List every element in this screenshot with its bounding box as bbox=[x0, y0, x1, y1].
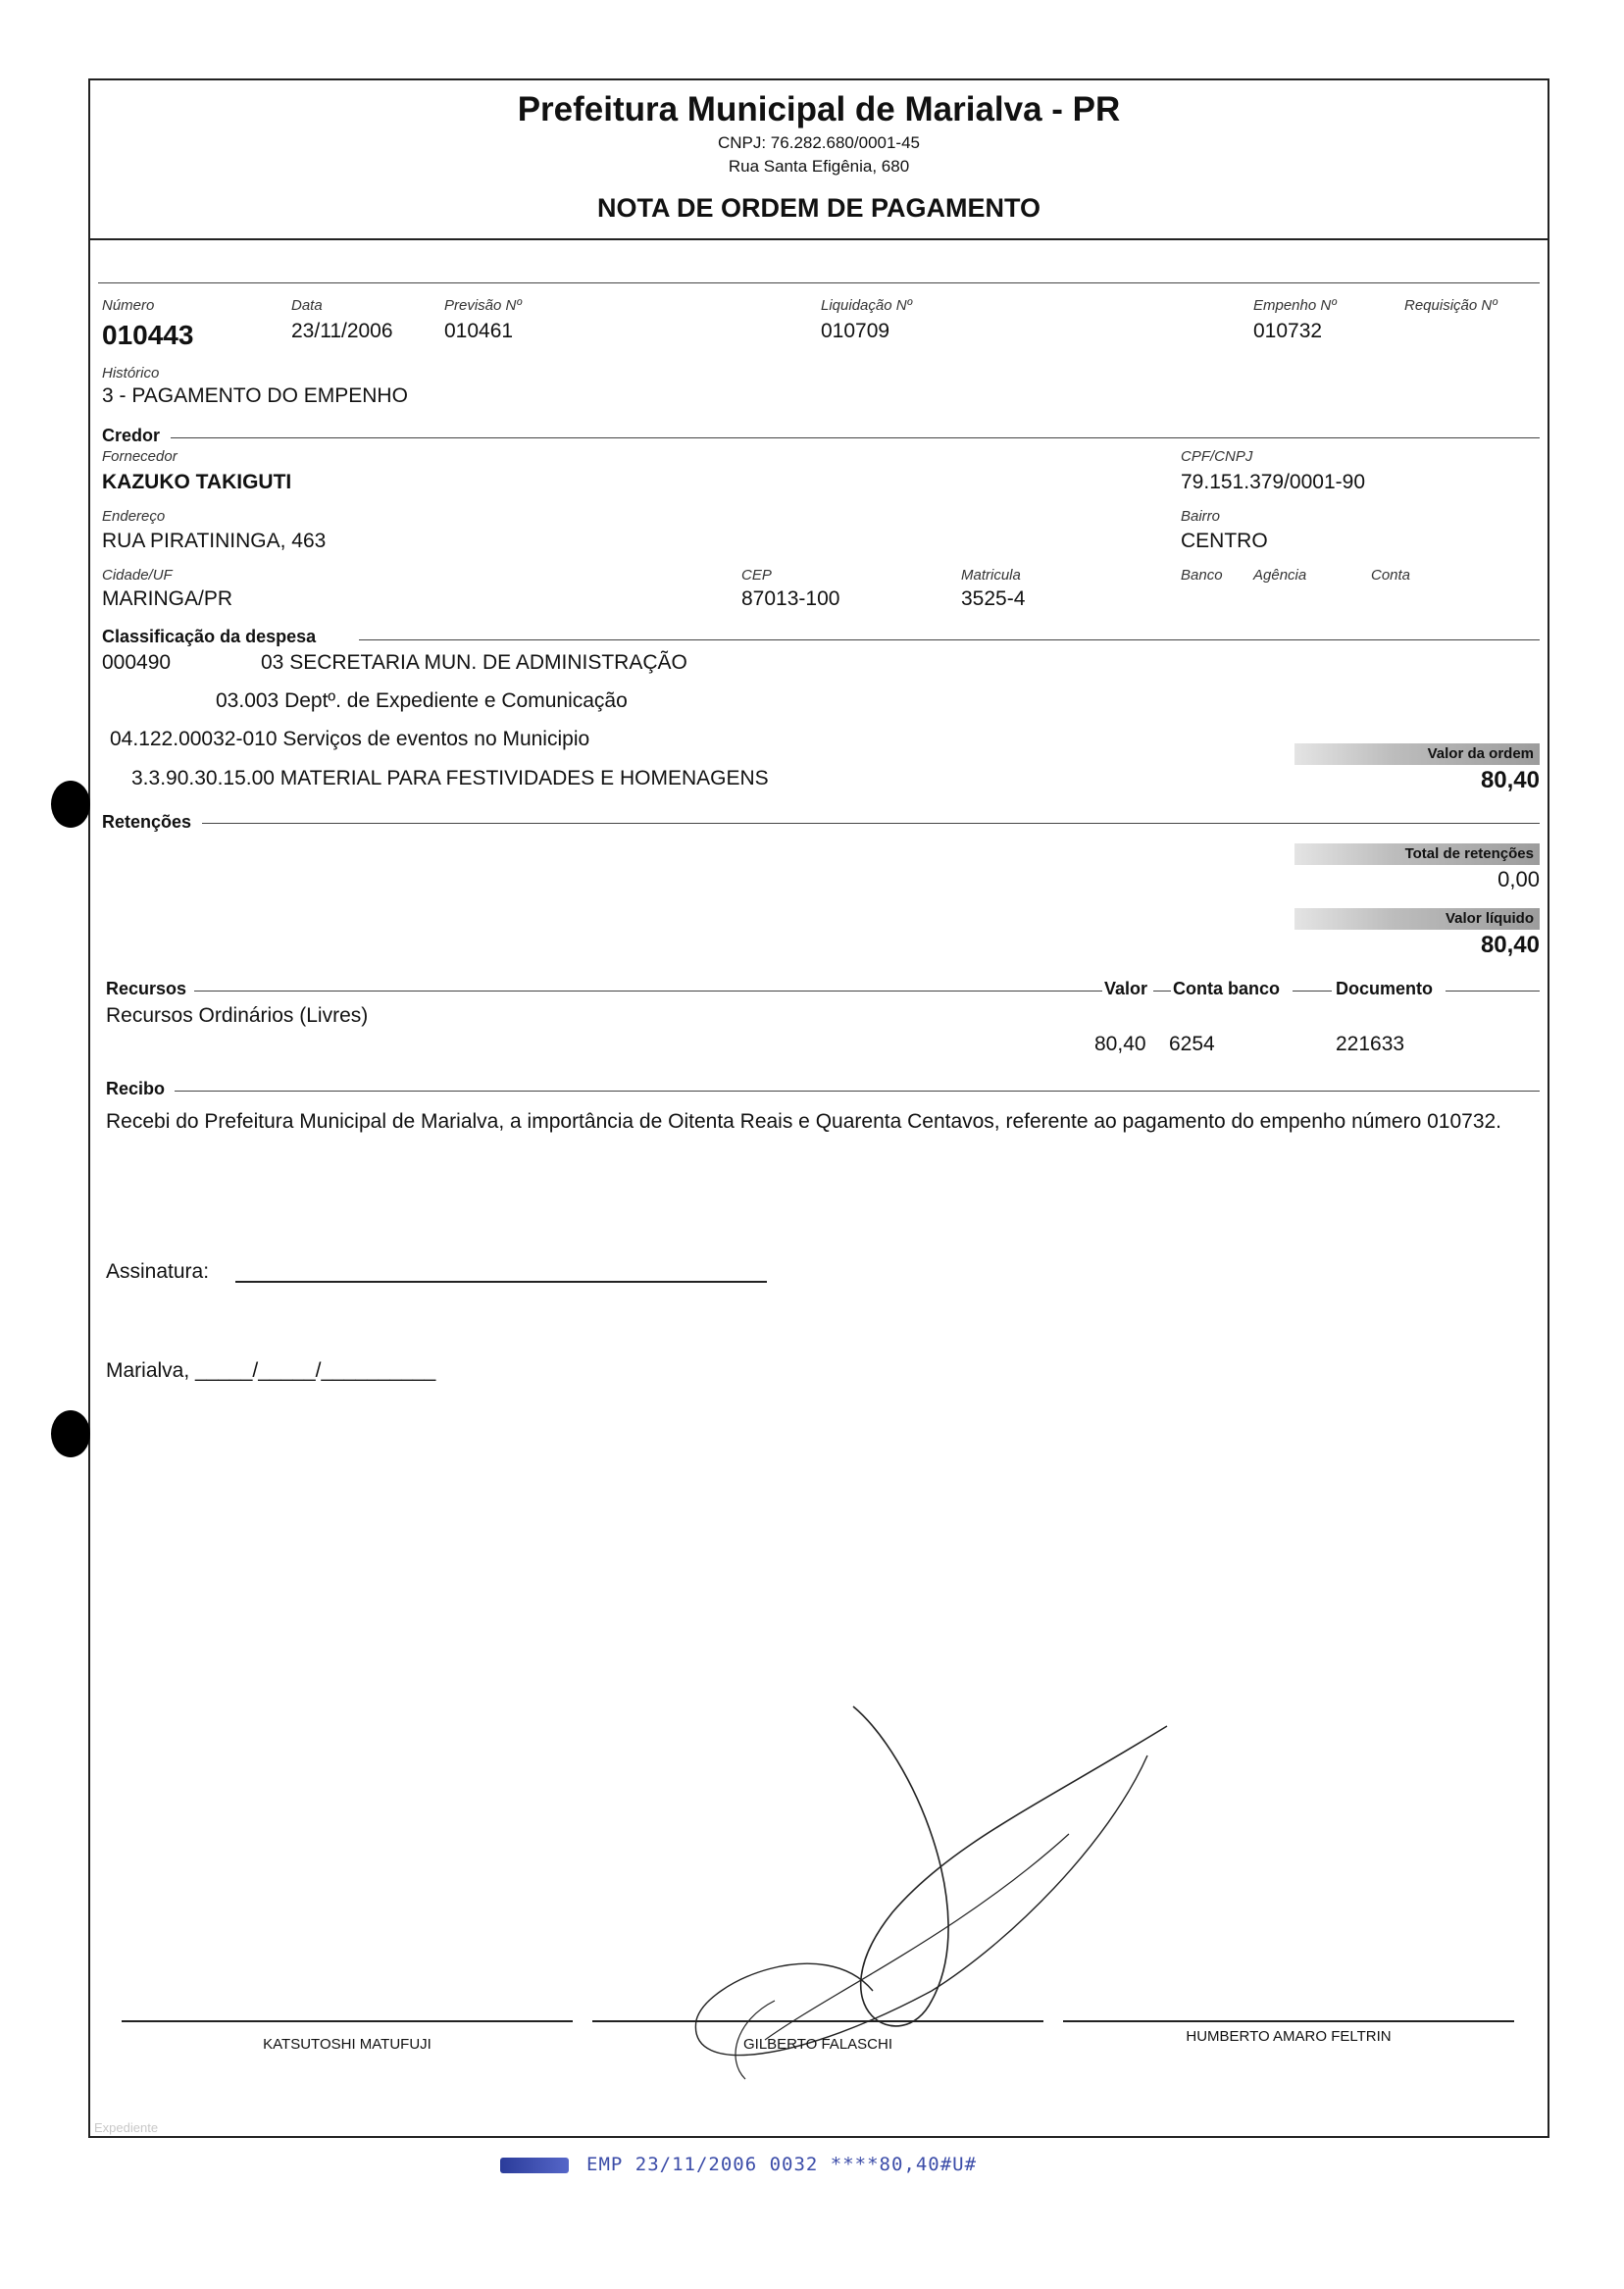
punch-hole bbox=[51, 1410, 90, 1457]
stamp-text: EMP 23/11/2006 0032 ****80,40#U# bbox=[586, 2154, 978, 2175]
data-value: 23/11/2006 bbox=[291, 320, 393, 342]
punch-hole bbox=[51, 781, 90, 828]
valor-ordem-label: Valor da ordem bbox=[1294, 743, 1540, 765]
stamp-mark-icon bbox=[500, 2158, 569, 2173]
divider bbox=[202, 823, 1540, 824]
cep-label: CEP bbox=[741, 567, 772, 584]
signatory-line bbox=[1063, 2020, 1514, 2022]
endereco-value: RUA PIRATININGA, 463 bbox=[102, 530, 327, 552]
signatory-line bbox=[592, 2020, 1043, 2022]
data-label: Data bbox=[291, 297, 323, 314]
cpf-label: CPF/CNPJ bbox=[1181, 448, 1253, 465]
divider bbox=[1153, 991, 1171, 992]
valor-ordem-value: 80,40 bbox=[1480, 767, 1540, 793]
fornecedor-label: Fornecedor bbox=[102, 448, 178, 465]
matricula-value: 3525-4 bbox=[961, 587, 1026, 610]
secretaria: 03 SECRETARIA MUN. DE ADMINISTRAÇÃO bbox=[261, 651, 687, 674]
recibo-text: Recebi do Prefeitura Municipal de Marialva, a importância de Oitenta Reais e Quarenta Centavos, referente ao pagamento do empenho número 010732. bbox=[106, 1110, 1502, 1133]
conta-label: Conta bbox=[1371, 567, 1411, 584]
total-retencoes-value: 0,00 bbox=[1497, 867, 1540, 891]
recursos-valor: 80,40 bbox=[1094, 1033, 1146, 1055]
historico-label: Histórico bbox=[102, 365, 160, 382]
recibo-section: Recibo bbox=[106, 1079, 166, 1098]
departamento: 03.003 Deptº. de Expediente e Comunicação bbox=[216, 689, 628, 712]
banco-label: Banco bbox=[1181, 567, 1223, 584]
assinatura-label: Assinatura: bbox=[106, 1260, 210, 1283]
cidade-label: Cidade/UF bbox=[102, 567, 173, 584]
liquidacao-label: Liquidação Nº bbox=[821, 297, 913, 314]
signatory-name: GILBERTO FALASCHI bbox=[743, 2036, 892, 2053]
endereco-label: Endereço bbox=[102, 508, 166, 525]
org-name: Prefeitura Municipal de Marialva - PR bbox=[517, 90, 1121, 128]
recursos-valor-label: Valor bbox=[1104, 979, 1148, 998]
recursos-conta-label: Conta banco bbox=[1173, 979, 1281, 998]
matricula-label: Matricula bbox=[961, 567, 1021, 584]
org-cnpj: CNPJ: 76.282.680/0001-45 bbox=[717, 133, 921, 152]
retencoes-section: Retenções bbox=[102, 812, 192, 832]
empenho-label: Empenho Nº bbox=[1253, 297, 1337, 314]
divider bbox=[171, 437, 1540, 438]
cidade-value: MARINGA/PR bbox=[102, 587, 233, 610]
credor-section: Credor bbox=[102, 426, 161, 445]
assinatura-line bbox=[235, 1281, 767, 1283]
divider bbox=[1446, 991, 1540, 992]
payment-stamp bbox=[500, 2154, 977, 2175]
recursos-descricao: Recursos Ordinários (Livres) bbox=[106, 1004, 369, 1027]
divider bbox=[98, 282, 1540, 283]
document-title: NOTA DE ORDEM DE PAGAMENTO bbox=[596, 193, 1040, 223]
liquidacao-value: 010709 bbox=[821, 320, 890, 342]
divider bbox=[194, 991, 1102, 992]
signatory-name: HUMBERTO AMARO FELTRIN bbox=[1186, 2028, 1392, 2045]
previsao-label: Previsão Nº bbox=[444, 297, 522, 314]
numero-value: 010443 bbox=[102, 320, 194, 350]
signatory-name: KATSUTOSHI MATUFUJI bbox=[263, 2036, 431, 2053]
recursos-conta: 6254 bbox=[1169, 1033, 1215, 1055]
classificacao-section: Classificação da despesa bbox=[102, 627, 317, 646]
fornecedor-value: KAZUKO TAKIGUTI bbox=[102, 471, 292, 493]
cep-value: 87013-100 bbox=[741, 587, 840, 610]
elemento: 3.3.90.30.15.00 MATERIAL PARA FESTIVIDADES E HOMENAGENS bbox=[131, 767, 769, 789]
recursos-documento-label: Documento bbox=[1336, 979, 1433, 998]
divider bbox=[359, 639, 1540, 640]
local-date: Marialva, _____/_____/__________ bbox=[106, 1359, 436, 1382]
classificacao-code: 000490 bbox=[102, 651, 172, 674]
funcional: 04.122.00032-010 Serviços de eventos no Municipio bbox=[110, 728, 590, 750]
bairro-value: CENTRO bbox=[1181, 530, 1268, 552]
requisicao-label: Requisição Nº bbox=[1404, 297, 1497, 314]
historico-value: 3 - PAGAMENTO DO EMPENHO bbox=[102, 384, 408, 407]
numero-label: Número bbox=[102, 297, 155, 314]
agencia-label: Agência bbox=[1253, 567, 1307, 584]
faded-label: Expediente bbox=[94, 2120, 159, 2135]
cpf-value: 79.151.379/0001-90 bbox=[1181, 471, 1366, 493]
empenho-value: 010732 bbox=[1253, 320, 1323, 342]
divider bbox=[175, 1091, 1540, 1092]
header bbox=[88, 78, 1549, 240]
valor-liquido-label: Valor líquido bbox=[1294, 908, 1540, 930]
bairro-label: Bairro bbox=[1181, 508, 1221, 525]
recursos-section: Recursos bbox=[106, 979, 187, 998]
total-retencoes-label: Total de retenções bbox=[1294, 843, 1540, 865]
signatory-line bbox=[122, 2020, 573, 2022]
divider bbox=[1293, 991, 1332, 992]
recursos-documento: 221633 bbox=[1336, 1033, 1405, 1055]
valor-liquido-value: 80,40 bbox=[1480, 932, 1540, 958]
org-address: Rua Santa Efigênia, 680 bbox=[728, 157, 910, 176]
previsao-value: 010461 bbox=[444, 320, 514, 342]
